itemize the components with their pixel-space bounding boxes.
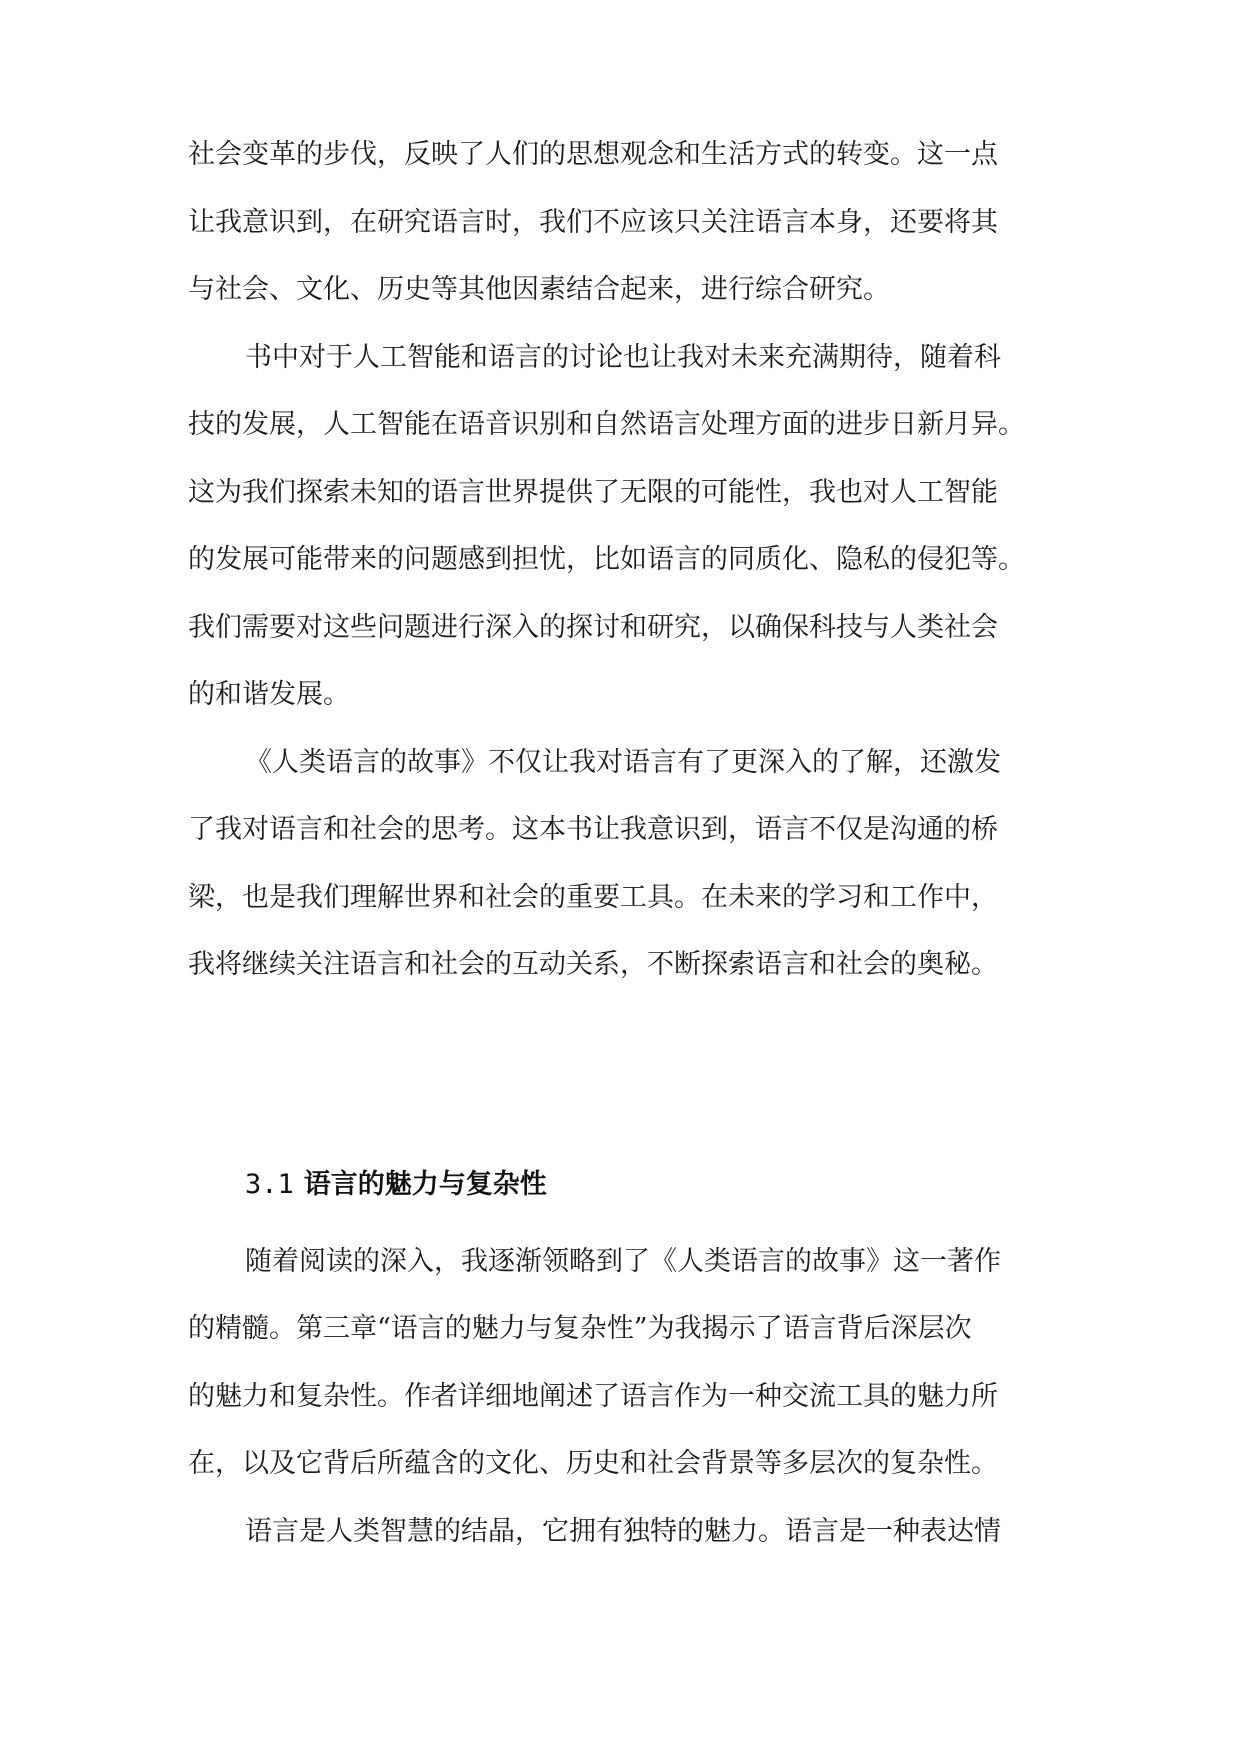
- paragraph-line: 了我对语言和社会的思考。这本书让我意识到，语言不仅是沟通的桥: [188, 814, 998, 845]
- paragraph-line: 在，以及它背后所蕴含的文化、历史和社会背景等多层次的复杂性。: [188, 1448, 998, 1479]
- paragraph-line: 的发展可能带来的问题感到担忧，比如语言的同质化、隐私的侵犯等。: [188, 544, 1025, 575]
- paragraph-line: 这为我们探索未知的语言世界提供了无限的可能性，我也对人工智能: [188, 477, 998, 508]
- paragraph-line: 让我意识到，在研究语言时，我们不应该只关注语言本身，还要将其: [188, 207, 998, 238]
- paragraph-line: 与社会、文化、历史等其他因素结合起来，进行综合研究。: [188, 274, 890, 305]
- section-number: 3.1: [245, 1169, 294, 1200]
- paragraph-line: 的精髓。第三章“语言的魅力与复杂性”为我揭示了语言背后深层次: [188, 1313, 972, 1344]
- section-title: 语言的魅力与复杂性: [303, 1169, 547, 1200]
- paragraph-line: 梁，也是我们理解世界和社会的重要工具。在未来的学习和工作中，: [188, 882, 998, 913]
- paragraph-line: 随着阅读的深入，我逐渐领略到了《人类语言的故事》这一著作: [245, 1246, 1001, 1277]
- paragraph-line: 《人类语言的故事》不仅让我对语言有了更深入的了解，还激发: [245, 747, 1001, 778]
- paragraph-line: 社会变革的步伐，反映了人们的思想观念和生活方式的转变。这一点: [188, 139, 998, 170]
- paragraph-line: 书中对于人工智能和语言的讨论也让我对未来充满期待，随着科: [245, 342, 1001, 373]
- section-heading: [245, 1167, 547, 1203]
- paragraph-line: 我将继续关注语言和社会的互动关系，不断探索语言和社会的奥秘。: [188, 949, 998, 980]
- paragraph-line: 我们需要对这些问题进行深入的探讨和研究，以确保科技与人类社会: [188, 612, 998, 643]
- paragraph-line: 的和谐发展。: [188, 679, 350, 710]
- paragraph-line: 语言是人类智慧的结晶，它拥有独特的魅力。语言是一种表达情: [245, 1516, 1001, 1547]
- paragraph-line: 技的发展，人工智能在语音识别和自然语言处理方面的进步日新月异。: [188, 409, 1025, 440]
- paragraph-line: 的魅力和复杂性。作者详细地阐述了语言作为一种交流工具的魅力所: [188, 1381, 998, 1412]
